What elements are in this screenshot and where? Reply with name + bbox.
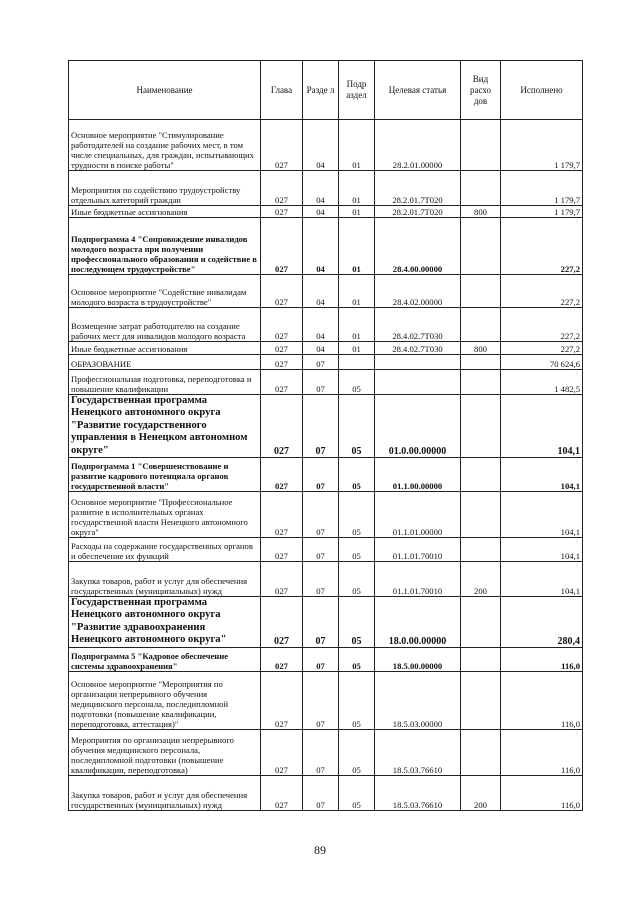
row-vid xyxy=(461,458,501,492)
table-header xyxy=(69,61,583,120)
header-podrazdel: Подр аздел xyxy=(339,61,375,120)
table-row xyxy=(69,370,583,395)
row-podrazdel: 05 xyxy=(339,395,375,458)
row-name: Государственная программа Ненецкого автономного округа "Развитие здравоохранения Ненецкого автономного округа" xyxy=(69,597,261,648)
table-row xyxy=(69,538,583,562)
row-razdel: 07 xyxy=(303,671,339,729)
row-vid xyxy=(461,538,501,562)
row-name: Иные бюджетные ассигнования xyxy=(69,206,261,218)
row-vid xyxy=(461,647,501,671)
row-executed: 116,0 xyxy=(501,729,583,775)
row-podrazdel: 05 xyxy=(339,492,375,538)
budget-table xyxy=(68,60,583,811)
row-podrazdel: 05 xyxy=(339,370,375,395)
row-podrazdel: 05 xyxy=(339,458,375,492)
row-glava: 027 xyxy=(261,395,303,458)
row-glava: 027 xyxy=(261,647,303,671)
row-target: 28.2.01.7Т020 xyxy=(375,171,461,206)
row-razdel: 07 xyxy=(303,729,339,775)
table-row xyxy=(69,171,583,206)
table-row xyxy=(69,342,583,355)
row-executed: 227,2 xyxy=(501,308,583,342)
row-razdel: 07 xyxy=(303,492,339,538)
row-podrazdel: 05 xyxy=(339,647,375,671)
row-podrazdel: 05 xyxy=(339,538,375,562)
row-podrazdel: 01 xyxy=(339,206,375,218)
row-razdel: 07 xyxy=(303,395,339,458)
row-glava: 027 xyxy=(261,308,303,342)
row-glava: 027 xyxy=(261,729,303,775)
row-executed: 227,2 xyxy=(501,218,583,275)
row-podrazdel: 05 xyxy=(339,729,375,775)
row-executed: 1 482,5 xyxy=(501,370,583,395)
row-name: Закупка товаров, работ и услуг для обеспечения государственных (муниципальных) нужд xyxy=(69,562,261,597)
row-executed: 227,2 xyxy=(501,342,583,355)
row-podrazdel: 05 xyxy=(339,562,375,597)
row-executed: 104,1 xyxy=(501,538,583,562)
row-podrazdel: 05 xyxy=(339,671,375,729)
row-vid: 200 xyxy=(461,775,501,810)
header-target-article: Целевая статья xyxy=(375,61,461,120)
row-razdel: 07 xyxy=(303,775,339,810)
table-row xyxy=(69,355,583,370)
row-executed: 116,0 xyxy=(501,647,583,671)
row-glava: 027 xyxy=(261,458,303,492)
row-razdel: 04 xyxy=(303,308,339,342)
row-razdel: 07 xyxy=(303,355,339,370)
row-glava: 027 xyxy=(261,275,303,308)
row-executed: 104,1 xyxy=(501,562,583,597)
row-razdel: 04 xyxy=(303,120,339,171)
row-target: 01.0.00.00000 xyxy=(375,395,461,458)
row-name: Основное мероприятие "Содействие инвалидам молодого возраста в трудоустройстве" xyxy=(69,275,261,308)
row-glava: 027 xyxy=(261,492,303,538)
row-vid xyxy=(461,171,501,206)
page-number: 89 xyxy=(314,843,326,857)
row-razdel: 04 xyxy=(303,218,339,275)
row-target xyxy=(375,355,461,370)
row-glava: 027 xyxy=(261,370,303,395)
row-target: 18.5.03.76610 xyxy=(375,729,461,775)
row-vid: 800 xyxy=(461,342,501,355)
row-name: Иные бюджетные ассигнования xyxy=(69,342,261,355)
row-target: 18.0.00.00000 xyxy=(375,597,461,648)
row-razdel: 04 xyxy=(303,342,339,355)
row-name: Профессиональная подготовка, переподготовка и повышение квалификации xyxy=(69,370,261,395)
row-podrazdel: 01 xyxy=(339,120,375,171)
row-glava: 027 xyxy=(261,538,303,562)
header-executed: Исполнено xyxy=(501,61,583,120)
row-podrazdel: 01 xyxy=(339,171,375,206)
row-name: ОБРАЗОВАНИЕ xyxy=(69,355,261,370)
row-glava: 027 xyxy=(261,597,303,648)
row-name: Мероприятия по организации непрерывного обучения медицинского персонала, последипломной подготовки (повышение квалификации, переподготовка) xyxy=(69,729,261,775)
row-vid xyxy=(461,671,501,729)
row-razdel: 07 xyxy=(303,562,339,597)
row-podrazdel: 01 xyxy=(339,275,375,308)
row-executed: 280,4 xyxy=(501,597,583,648)
row-target: 01.1.01.70010 xyxy=(375,562,461,597)
row-vid xyxy=(461,729,501,775)
row-executed: 227,2 xyxy=(501,275,583,308)
table-row xyxy=(69,729,583,775)
table-row xyxy=(69,562,583,597)
row-target xyxy=(375,370,461,395)
row-target: 28.2.01.00000 xyxy=(375,120,461,171)
row-target: 01.1.00.00000 xyxy=(375,458,461,492)
row-target: 28.4.02.00000 xyxy=(375,275,461,308)
row-vid xyxy=(461,218,501,275)
row-razdel: 07 xyxy=(303,370,339,395)
row-name: Основное мероприятие "Мероприятия по организации непрерывного обучения медицинского персонала, последипломной подготовки (повышение квалификации, переподготовка, аттестация)" xyxy=(69,671,261,729)
row-razdel: 07 xyxy=(303,538,339,562)
row-vid xyxy=(461,120,501,171)
row-podrazdel: 05 xyxy=(339,597,375,648)
row-glava: 027 xyxy=(261,775,303,810)
row-name: Расходы на содержание государственных органов и обеспечение их функций xyxy=(69,538,261,562)
row-razdel: 04 xyxy=(303,206,339,218)
row-podrazdel: 01 xyxy=(339,308,375,342)
row-executed: 104,1 xyxy=(501,458,583,492)
row-glava: 027 xyxy=(261,671,303,729)
row-razdel: 04 xyxy=(303,171,339,206)
header-razdel: Разде л xyxy=(303,61,339,120)
table-row xyxy=(69,671,583,729)
header-expense-type: Вид расхо дов xyxy=(461,61,501,120)
row-name: Государственная программа Ненецкого автономного округа "Развитие государственного управления в Ненецком автономном округе" xyxy=(69,395,261,458)
row-glava: 027 xyxy=(261,206,303,218)
table-row xyxy=(69,120,583,171)
table-row xyxy=(69,395,583,458)
row-glava: 027 xyxy=(261,342,303,355)
row-target: 28.2.01.7Т020 xyxy=(375,206,461,218)
row-razdel: 04 xyxy=(303,275,339,308)
table-row xyxy=(69,308,583,342)
row-name: Основное мероприятие "Стимулирование работодателей на создание рабочих мест, в том числе специальных, для граждан, испытывающих трудности в поиске работы" xyxy=(69,120,261,171)
table-row xyxy=(69,492,583,538)
row-vid xyxy=(461,308,501,342)
row-podrazdel: 05 xyxy=(339,775,375,810)
row-target: 01.1.01.70010 xyxy=(375,538,461,562)
row-podrazdel: 01 xyxy=(339,218,375,275)
table-row xyxy=(69,275,583,308)
row-name: Подпрограмма 4 "Сопровождение инвалидов молодого возраста при получении профессионального образования и содействие в последующем трудоустройстве" xyxy=(69,218,261,275)
row-executed: 116,0 xyxy=(501,775,583,810)
row-razdel: 07 xyxy=(303,647,339,671)
header-name: Наименование xyxy=(69,61,261,120)
row-target: 28.4.02.7Т030 xyxy=(375,342,461,355)
row-vid xyxy=(461,370,501,395)
row-target: 28.4.00.00000 xyxy=(375,218,461,275)
row-name: Закупка товаров, работ и услуг для обеспечения государственных (муниципальных) нужд xyxy=(69,775,261,810)
row-vid xyxy=(461,395,501,458)
row-target: 01.1.01.00000 xyxy=(375,492,461,538)
table-row xyxy=(69,597,583,648)
row-name: Подпрограмма 1 "Совершенствование и развитие кадрового потенциала органов государственной власти" xyxy=(69,458,261,492)
row-executed: 104,1 xyxy=(501,395,583,458)
row-executed: 1 179,7 xyxy=(501,120,583,171)
row-glava: 027 xyxy=(261,171,303,206)
row-executed: 70 624,6 xyxy=(501,355,583,370)
row-name: Подпрограмма 5 "Кадровое обеспечение системы здравоохранения" xyxy=(69,647,261,671)
row-target: 18.5.03.76610 xyxy=(375,775,461,810)
row-target: 18.5.00.00000 xyxy=(375,647,461,671)
row-vid xyxy=(461,492,501,538)
table-row xyxy=(69,647,583,671)
table-row xyxy=(69,458,583,492)
table-row xyxy=(69,775,583,810)
row-vid: 800 xyxy=(461,206,501,218)
table-row xyxy=(69,206,583,218)
row-glava: 027 xyxy=(261,120,303,171)
row-vid: 200 xyxy=(461,562,501,597)
row-glava: 027 xyxy=(261,355,303,370)
row-executed: 116,0 xyxy=(501,671,583,729)
row-vid xyxy=(461,597,501,648)
row-glava: 027 xyxy=(261,218,303,275)
header-glava: Глава xyxy=(261,61,303,120)
row-executed: 1 179,7 xyxy=(501,206,583,218)
row-podrazdel xyxy=(339,355,375,370)
row-vid xyxy=(461,355,501,370)
row-podrazdel: 01 xyxy=(339,342,375,355)
row-razdel: 07 xyxy=(303,458,339,492)
row-name: Возмещение затрат работодателю на создание рабочих мест для инвалидов молодого возраста xyxy=(69,308,261,342)
row-razdel: 07 xyxy=(303,597,339,648)
row-executed: 1 179,7 xyxy=(501,171,583,206)
table-body xyxy=(69,120,583,811)
row-glava: 027 xyxy=(261,562,303,597)
row-name: Основное мероприятие "Профессиональное развитие в исполнительных органах государственной власти Ненецкого автономного округа" xyxy=(69,492,261,538)
row-executed: 104,1 xyxy=(501,492,583,538)
row-target: 28.4.02.7Т030 xyxy=(375,308,461,342)
row-vid xyxy=(461,275,501,308)
row-target: 18.5.03.00000 xyxy=(375,671,461,729)
table-row xyxy=(69,218,583,275)
row-name: Мероприятия по содействию трудоустройству отдельных категорий граждан xyxy=(69,171,261,206)
